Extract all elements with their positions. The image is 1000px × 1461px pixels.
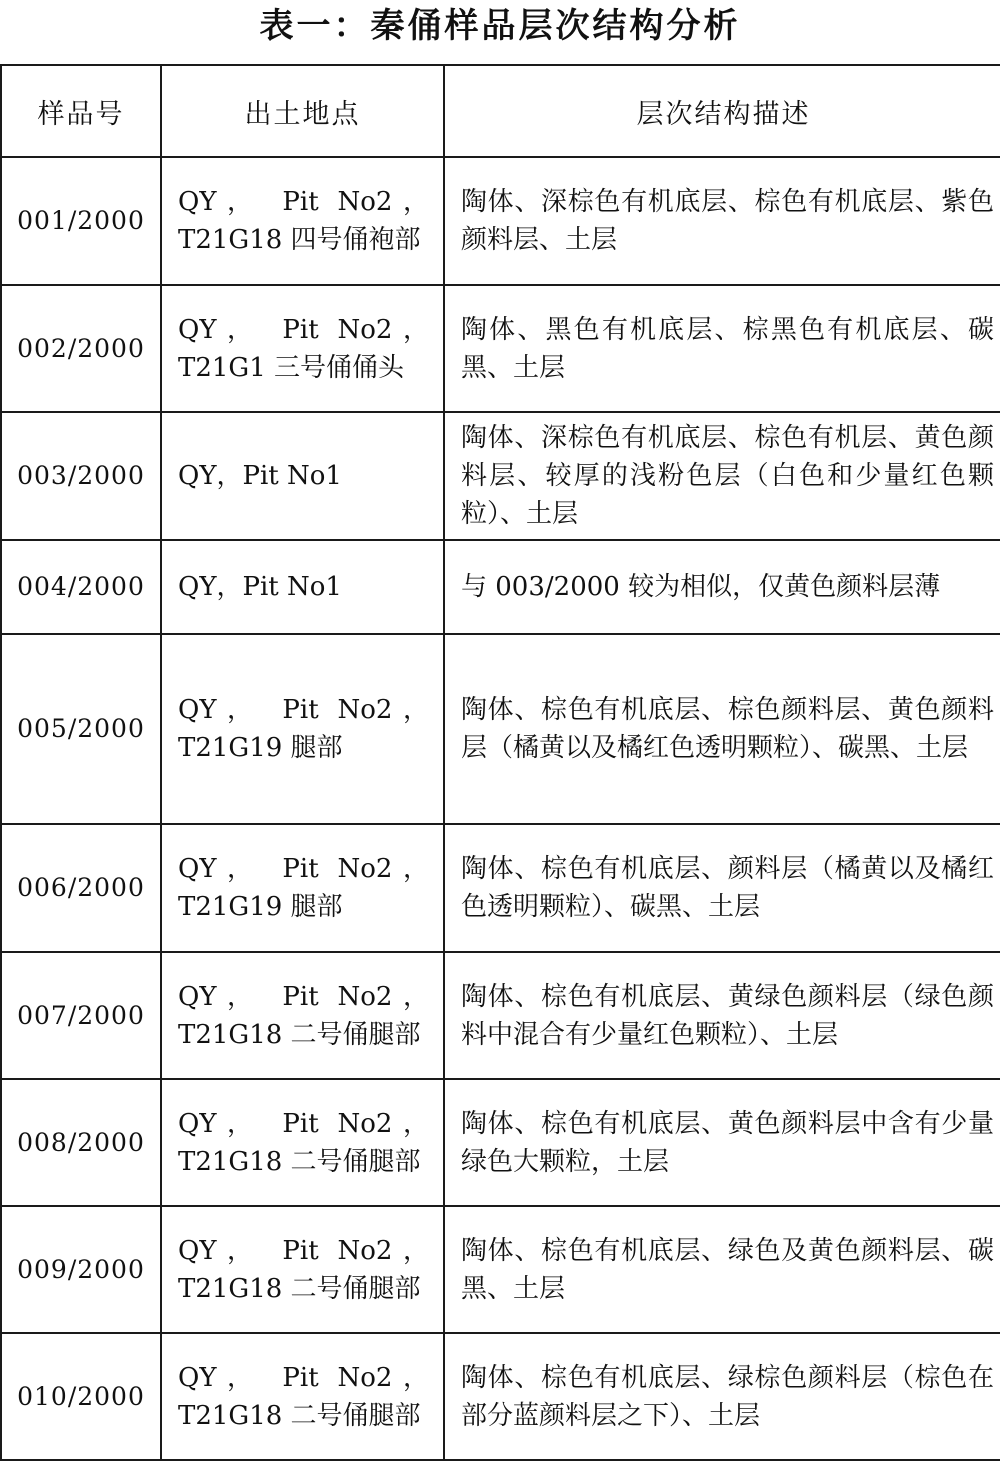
table-header-row — [1, 65, 1000, 157]
site-line: QY， Pit No2， — [178, 314, 429, 345]
site-cell — [161, 540, 444, 634]
site-cell — [161, 285, 444, 412]
site-line: T21G18 二号俑腿部 — [178, 1273, 421, 1304]
table-row — [1, 952, 1000, 1079]
site-line: QY， Pit No2， — [178, 981, 429, 1012]
site-cell — [161, 634, 444, 824]
table-row — [1, 1206, 1000, 1333]
site-line: QY，Pit No1 — [178, 461, 342, 491]
header-sample-id: 样品号 — [1, 65, 161, 157]
site-cell — [161, 1333, 444, 1460]
description-cell: 陶体、棕色有机底层、棕色颜料层、黄色颜料层（橘黄以及橘红色透明颗粒）、碳黑、土层 — [444, 634, 1000, 824]
sample-id-cell: 010/2000 — [1, 1333, 161, 1460]
site-line: T21G19 腿部 — [178, 892, 343, 922]
table-row — [1, 824, 1000, 952]
description-cell: 陶体、棕色有机底层、绿棕色颜料层（棕色在部分蓝颜料层之下）、土层 — [444, 1333, 1000, 1460]
sample-id-cell: 006/2000 — [1, 824, 161, 952]
table-row — [1, 285, 1000, 412]
description-cell: 陶体、棕色有机底层、颜料层（橘黄以及橘红色透明颗粒）、碳黑、土层 — [444, 824, 1000, 952]
layer-structure-table — [0, 64, 1000, 1461]
description-cell: 陶体、棕色有机底层、黄色颜料层中含有少量绿色大颗粒，土层 — [444, 1079, 1000, 1206]
site-line: QY， Pit No2， — [178, 854, 429, 884]
sample-id-cell: 004/2000 — [1, 540, 161, 634]
description-cell: 陶体、棕色有机底层、黄绿色颜料层（绿色颜料中混合有少量红色颗粒）、土层 — [444, 952, 1000, 1079]
site-line: T21G1 三号俑俑头 — [178, 352, 405, 383]
site-cell — [161, 412, 444, 540]
site-line: T21G18 二号俑腿部 — [178, 1019, 421, 1050]
header-site: 出土地点 — [161, 65, 444, 157]
description-cell: 陶体、深棕色有机底层、棕色有机层、黄色颜料层、较厚的浅粉色层（白色和少量红色颗粒）、土层 — [444, 412, 1000, 540]
site-line: QY， Pit No2， — [178, 695, 429, 725]
header-description: 层次结构描述 — [444, 65, 1000, 157]
site-cell — [161, 1206, 444, 1333]
site-line: T21G19 腿部 — [178, 733, 343, 763]
description-cell: 陶体、深棕色有机底层、棕色有机底层、紫色颜料层、土层 — [444, 157, 1000, 285]
sample-id-cell: 001/2000 — [1, 157, 161, 285]
site-line: T21G18 二号俑腿部 — [178, 1146, 421, 1177]
sample-id-cell: 005/2000 — [1, 634, 161, 824]
table-row — [1, 634, 1000, 824]
table-row — [1, 1079, 1000, 1206]
site-cell — [161, 824, 444, 952]
description-cell: 陶体、棕色有机底层、绿色及黄色颜料层、碳黑、土层 — [444, 1206, 1000, 1333]
table-body — [1, 157, 1000, 1460]
sample-id-cell: 002/2000 — [1, 285, 161, 412]
site-cell — [161, 952, 444, 1079]
site-cell — [161, 157, 444, 285]
sample-id-cell: 003/2000 — [1, 412, 161, 540]
sample-id-cell: 007/2000 — [1, 952, 161, 1079]
description-cell: 与 003/2000 较为相似，仅黄色颜料层薄 — [444, 540, 1000, 634]
site-line: QY， Pit No2， — [178, 187, 429, 217]
site-line: T21G18 二号俑腿部 — [178, 1400, 421, 1431]
table-row — [1, 540, 1000, 634]
site-cell — [161, 1079, 444, 1206]
site-line: T21G18 四号俑袍部 — [178, 225, 421, 255]
table-row — [1, 1333, 1000, 1460]
description-cell: 陶体、黑色有机底层、棕黑色有机底层、碳黑、土层 — [444, 285, 1000, 412]
table-row — [1, 157, 1000, 285]
table-row — [1, 412, 1000, 540]
site-line: QY，Pit No1 — [178, 572, 342, 602]
site-line: QY， Pit No2， — [178, 1362, 429, 1393]
page-title: 表一：秦俑样品层次结构分析 — [259, 6, 741, 46]
site-line: QY， Pit No2， — [178, 1108, 429, 1139]
site-line: QY， Pit No2， — [178, 1235, 429, 1266]
sample-id-cell: 008/2000 — [1, 1079, 161, 1206]
sample-id-cell: 009/2000 — [1, 1206, 161, 1333]
